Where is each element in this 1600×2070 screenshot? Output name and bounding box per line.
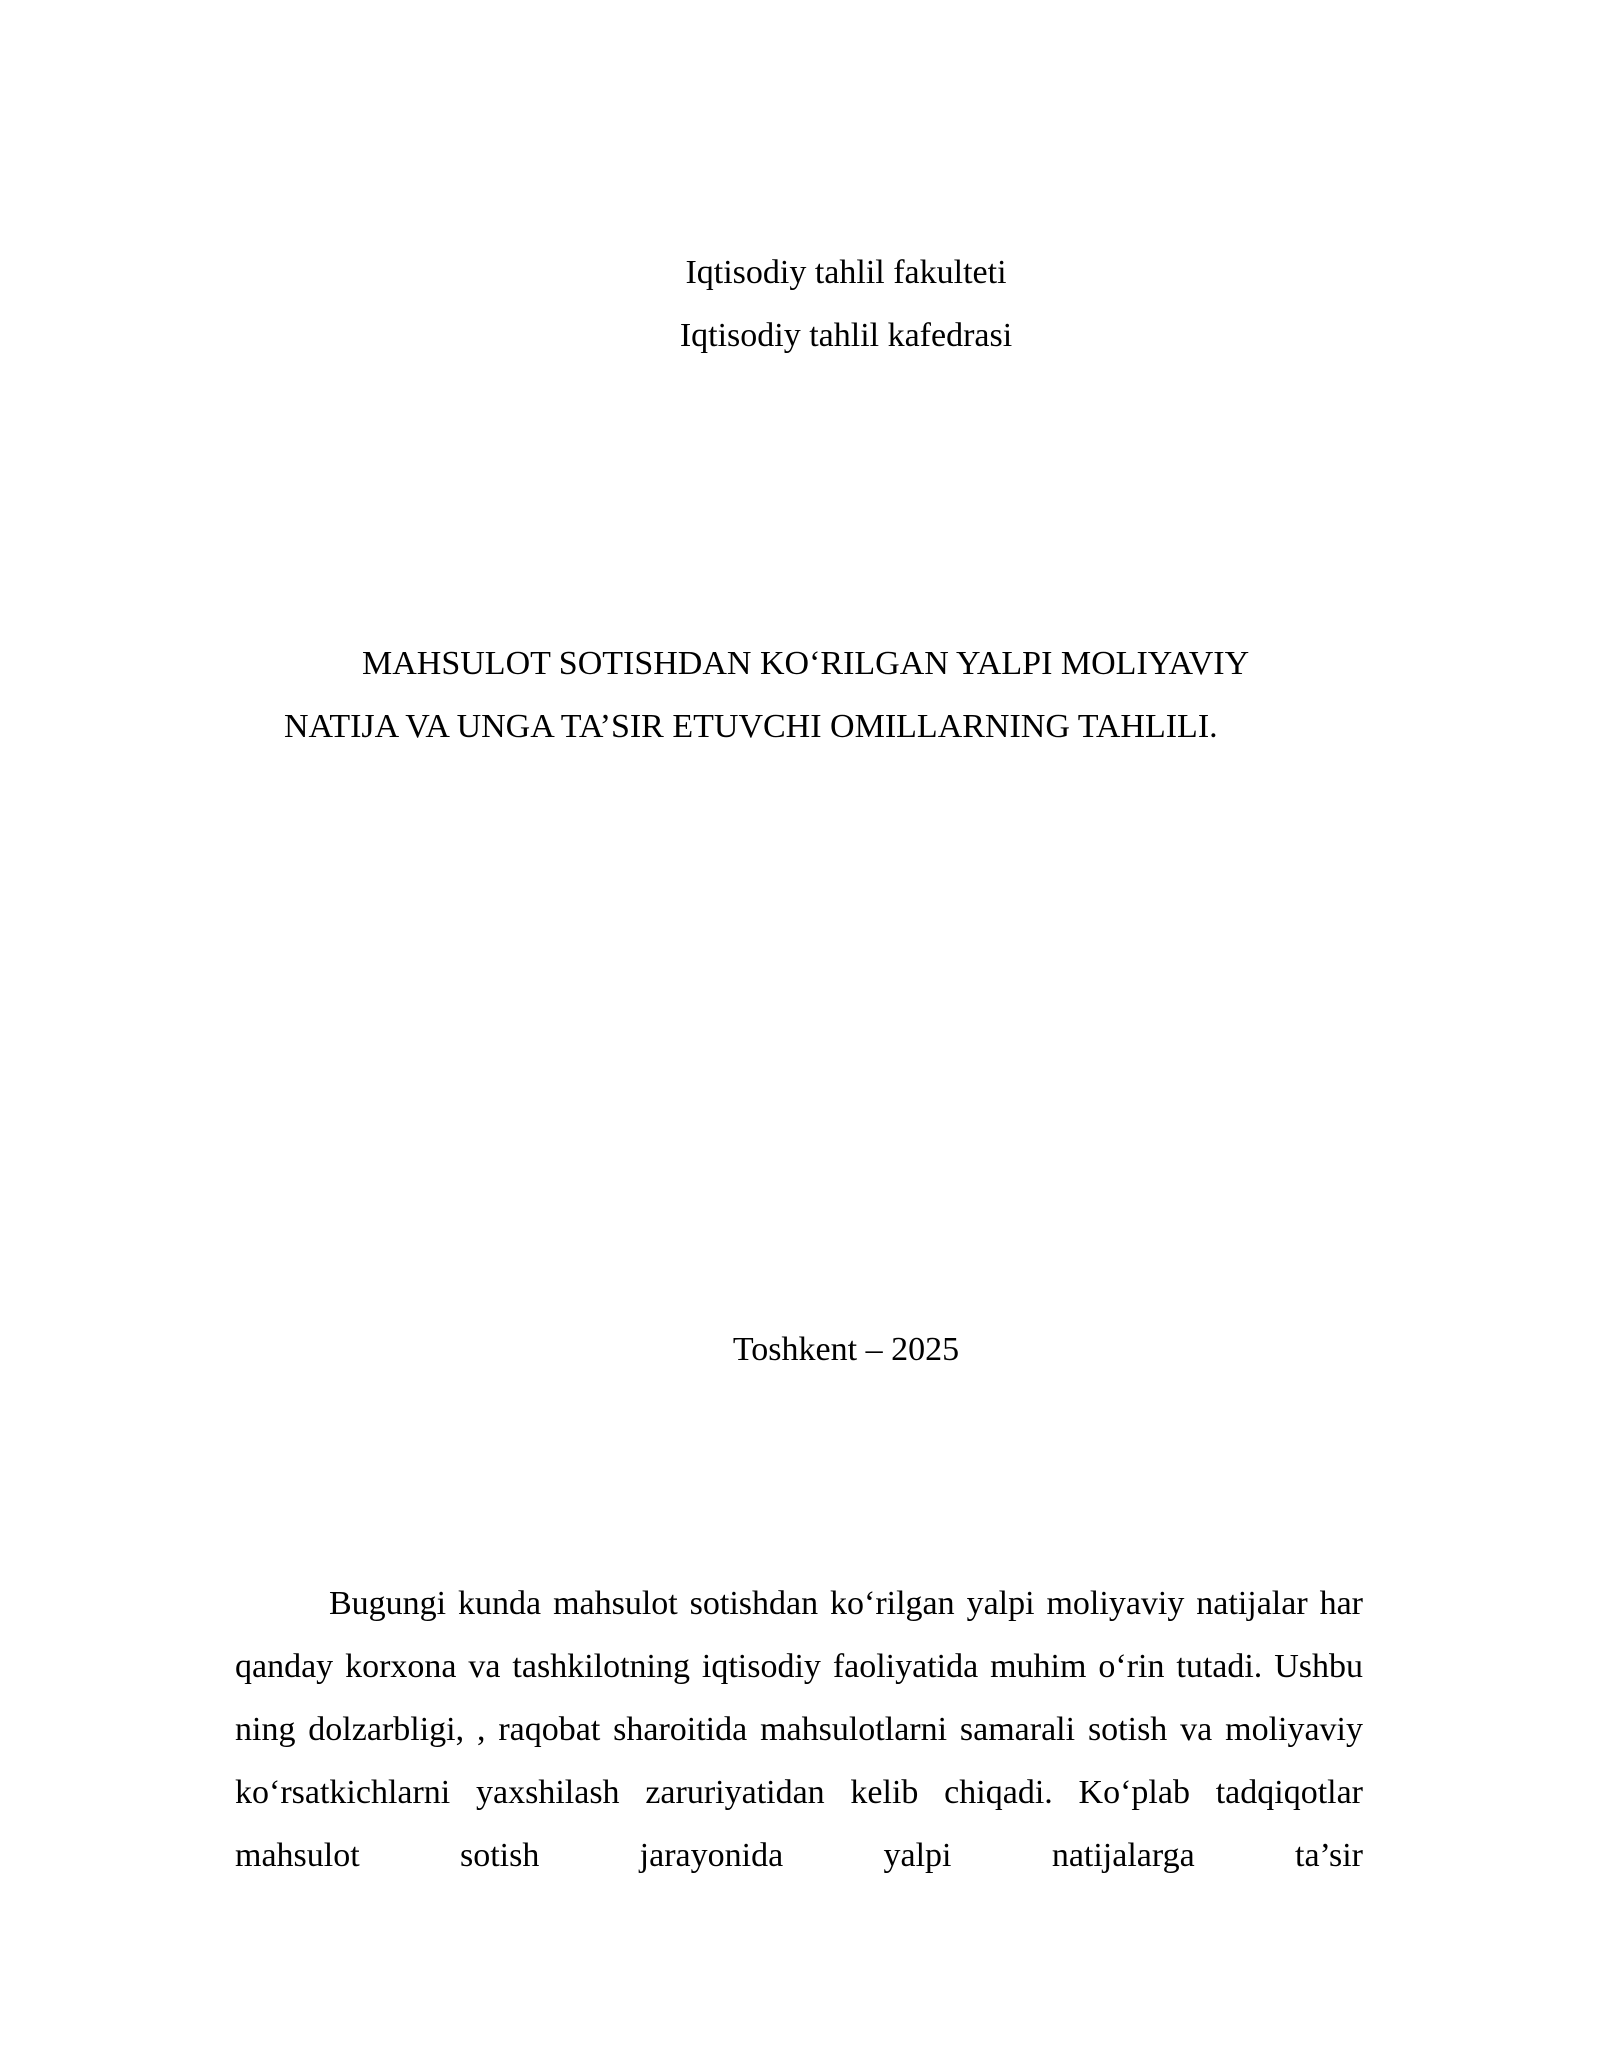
city-year: Toshkent – 2025 — [732, 1331, 960, 1368]
department-name: Iqtisodiy tahlil kafedrasi — [679, 317, 1013, 354]
body-paragraph: Bugungi kunda mahsulot sotishdan ko‘rilgan yalpi moliyaviy natijalar har qanday korxona va tashkilotning iqtisodiy faoliyatida muhim o‘rin tutadi. Ushbu ning dolzarbligi, , raqobat sharoitida mahsulotlarni samarali sotish va moliyaviy ko‘rsatkichlarni yaxshilash zaruriyatidan kelib chiqadi. Ko‘plab tadqiqotlar mahsulot sotish jarayonida yalpi natijalarga ta’sir — [235, 1585, 1363, 1874]
title-line-2: NATIJA VA UNGA TA’SIR ETUVCHI OMILLARNING TAHLILI. — [284, 708, 1218, 745]
faculty-name: Iqtisodiy tahlil fakulteti — [685, 254, 1007, 291]
title-line-1: MAHSULOT SOTISHDAN KO‘RILGAN YALPI MOLIYAVIY — [362, 645, 1250, 682]
document-title — [284, 632, 1344, 758]
